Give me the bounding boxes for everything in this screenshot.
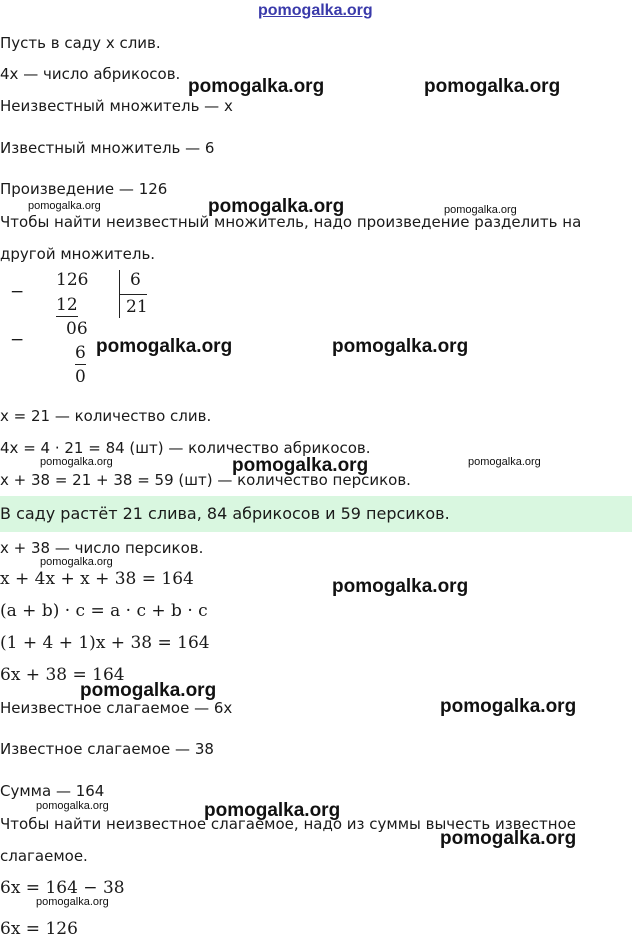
- text-line: слагаемое.: [0, 847, 88, 865]
- watermark: pomogalka.org: [204, 800, 341, 821]
- division-dividend: 126: [56, 270, 89, 290]
- watermark: pomogalka.org: [468, 456, 541, 468]
- division-minus: −: [10, 330, 25, 350]
- answer-text: В саду растёт 21 слива, 84 абрикосов и 59 персиков.: [0, 504, 450, 523]
- division-remainder: 06: [66, 319, 88, 339]
- watermark-top: pomogalka.org: [258, 2, 373, 19]
- division-subtrahend: 6: [75, 343, 86, 363]
- equation: (a + b) · c = a · c + b · c: [0, 601, 208, 621]
- text-line: Известный множитель — 6: [0, 139, 215, 157]
- text-line: Неизвестное слагаемое — 6x: [0, 699, 233, 717]
- watermark: pomogalka.org: [232, 455, 369, 476]
- text-line: другой множитель.: [0, 245, 156, 263]
- watermark: pomogalka.org: [188, 76, 325, 97]
- watermark: pomogalka.org: [28, 200, 101, 212]
- text-line: x + 38 — число персиков.: [0, 539, 204, 557]
- watermark: pomogalka.org: [36, 800, 109, 812]
- division-divisor: 6: [130, 270, 141, 290]
- watermark: pomogalka.org: [332, 576, 469, 597]
- text-line: x + 38 = 21 + 38 = 59 (шт) — количество персиков.: [0, 471, 411, 489]
- watermark: pomogalka.org: [208, 196, 345, 217]
- text-line: Чтобы найти неизвестный множитель, надо произведение разделить на: [0, 213, 582, 231]
- text-line: x = 21 — количество слив.: [0, 407, 212, 425]
- watermark: pomogalka.org: [440, 696, 577, 717]
- division-quotient: 21: [126, 297, 148, 317]
- division-minus: −: [10, 282, 25, 302]
- text-line: Чтобы найти неизвестное слагаемое, надо из суммы вычесть известное: [0, 815, 576, 833]
- watermark: pomogalka.org: [444, 204, 517, 216]
- watermark: pomogalka.org: [36, 896, 109, 908]
- watermark: pomogalka.org: [96, 336, 233, 357]
- text-line: Сумма — 164: [0, 782, 105, 800]
- equation: x + 4x + x + 38 = 164: [0, 569, 194, 589]
- division-final-remainder: 0: [75, 367, 86, 387]
- watermark: pomogalka.org: [424, 76, 561, 97]
- text-line: 4x — число абрикосов.: [0, 65, 181, 83]
- text-line: 4x = 4 · 21 = 84 (шт) — количество абрикосов.: [0, 439, 371, 457]
- equation: 6x = 126: [0, 919, 78, 939]
- equation: 6x + 38 = 164: [0, 665, 125, 685]
- equation: (1 + 4 + 1)x + 38 = 164: [0, 633, 210, 653]
- division-subtrahend: 12: [56, 295, 78, 315]
- text-line: Неизвестный множитель — x: [0, 97, 233, 115]
- text-line: Произведение — 126: [0, 180, 168, 198]
- text-line: Известное слагаемое — 38: [0, 740, 214, 758]
- watermark: pomogalka.org: [440, 828, 577, 849]
- division-bracket-horizontal: [119, 294, 147, 295]
- watermark: pomogalka.org: [332, 336, 469, 357]
- watermark: pomogalka.org: [80, 680, 217, 701]
- watermark: pomogalka.org: [40, 456, 113, 468]
- equation: 6x = 164 − 38: [0, 878, 125, 898]
- text-line: Пусть в саду x слив.: [0, 34, 161, 52]
- watermark: pomogalka.org: [40, 556, 113, 568]
